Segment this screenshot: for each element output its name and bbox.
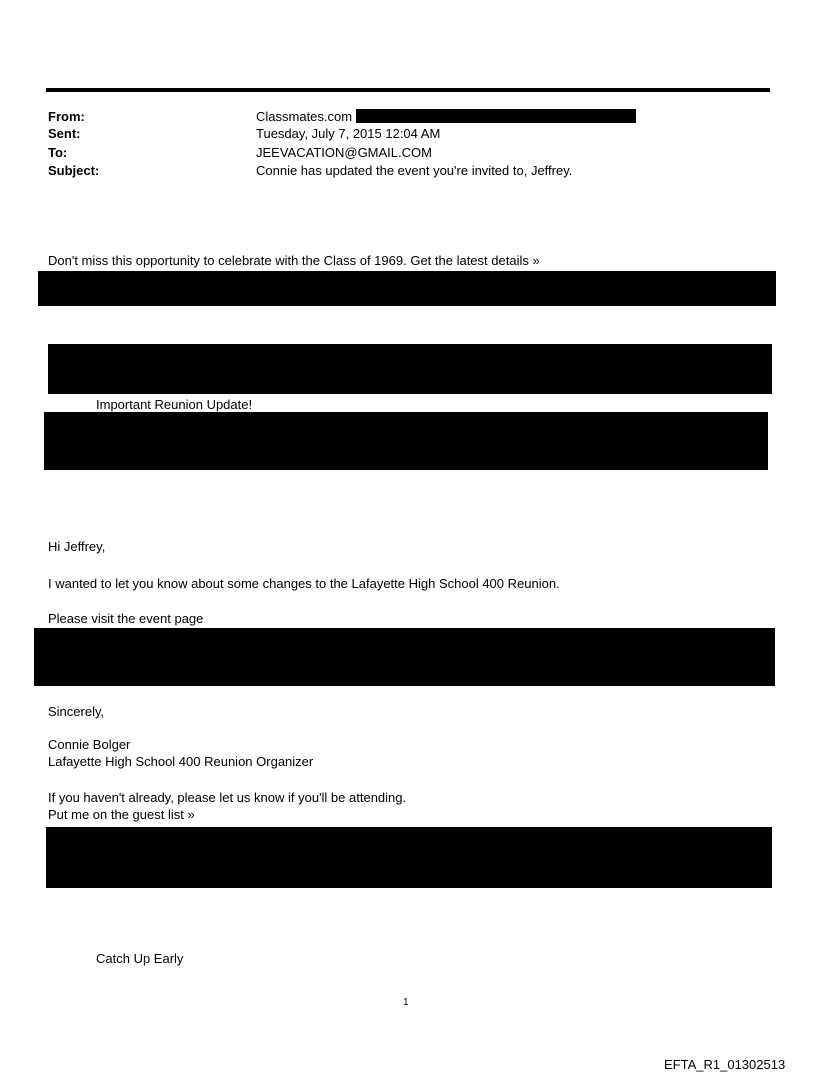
redaction-block-5 (46, 827, 772, 888)
from-value: Classmates.com (256, 109, 353, 124)
page-number: 1 (403, 997, 409, 1008)
promo-link[interactable]: Don't miss this opportunity to celebrate with the Class of 1969. Get the latest details » (48, 253, 540, 268)
greeting: Hi Jeffrey, (48, 539, 106, 554)
subject-value: Connie has updated the event you're invited to, Jeffrey. (256, 163, 573, 178)
rsvp-prompt: If you haven't already, please let us know if you'll be attending. (48, 790, 407, 805)
subject-label: Subject: (48, 163, 100, 178)
guest-list-link[interactable]: Put me on the guest list » (48, 807, 195, 822)
redaction-block-1 (38, 271, 776, 306)
header-rule (46, 88, 770, 92)
closing: Sincerely, (48, 704, 105, 719)
sent-value: Tuesday, July 7, 2015 12:04 AM (256, 126, 441, 141)
to-label: To: (48, 145, 68, 160)
intro-text: I wanted to let you know about some changes to the Lafayette High School 400 Reunion. (48, 576, 560, 591)
signer-name: Connie Bolger (48, 737, 131, 752)
from-label: From: (48, 109, 85, 124)
redaction-block-3 (44, 412, 768, 470)
signer-title: Lafayette High School 400 Reunion Organizer (48, 754, 314, 769)
event-page-link[interactable]: Please visit the event page (48, 611, 204, 626)
to-value: JEEVACATION@GMAIL.COM (256, 145, 432, 160)
from-redaction (356, 109, 636, 123)
sent-label: Sent: (48, 126, 81, 141)
redaction-block-4 (34, 628, 775, 686)
bates-number: EFTA_R1_01302513 (664, 1057, 786, 1072)
redaction-block-2 (48, 344, 772, 394)
update-heading: Important Reunion Update! (96, 397, 253, 412)
catch-up-heading: Catch Up Early (96, 951, 184, 966)
